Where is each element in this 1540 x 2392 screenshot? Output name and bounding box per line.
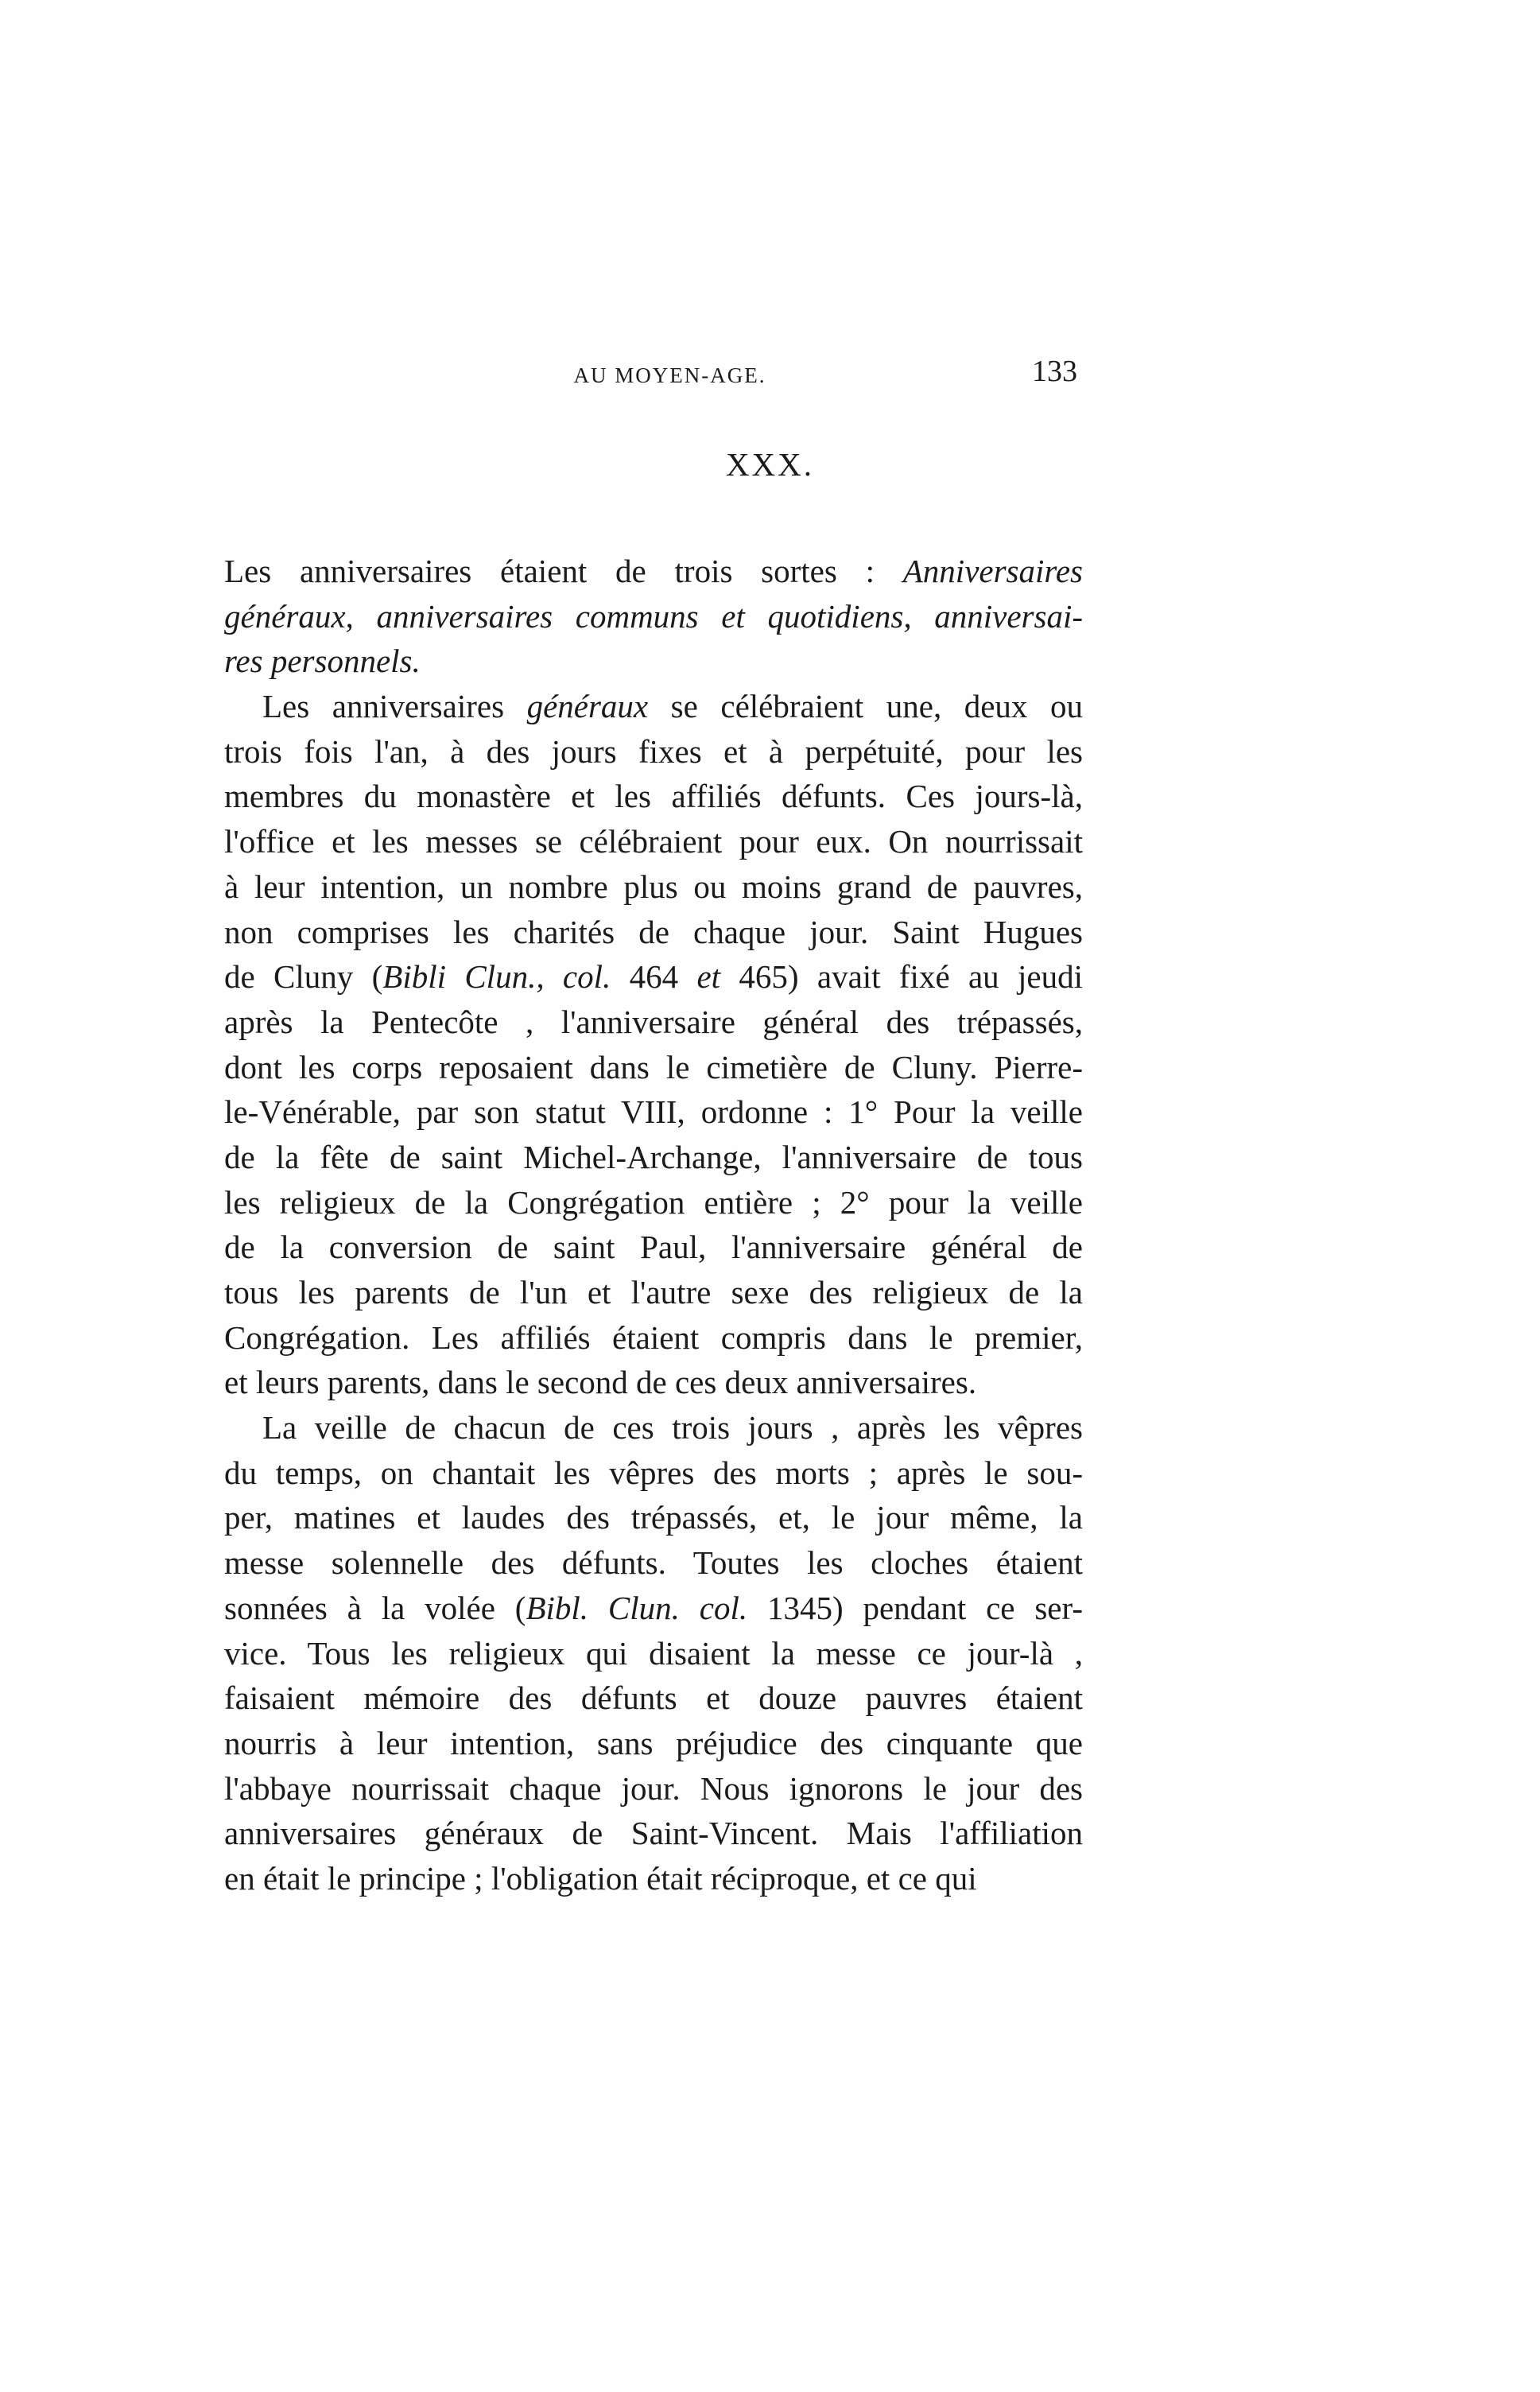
text-line <box>224 1225 1083 1270</box>
text-line <box>224 954 1083 1000</box>
text-line <box>224 1766 1083 1811</box>
text-run: membres du monastère et les affiliés défunts. Ces jours-là, <box>224 778 1083 815</box>
text-run: vice. Tous les religieux qui disaient la messe ce jour-là , <box>224 1634 1083 1672</box>
text-run: de la conversion de saint Paul, l'anniversaire général de <box>224 1229 1083 1266</box>
text-line <box>224 639 1083 684</box>
italic-run: Anniversaires <box>902 553 1083 589</box>
text-run: de Cluny ( <box>224 958 383 996</box>
page-number: 133 <box>1032 355 1077 388</box>
text-run: en était le principe ; l'obligation était réciproque, et ce qui <box>224 1859 977 1897</box>
text-run: les religieux de la Congrégation entière ; 2° pour la veille <box>224 1183 1083 1221</box>
italic-run: Bibli Clun., col. <box>382 958 611 996</box>
text-line <box>224 1405 1083 1450</box>
text-line <box>224 774 1083 819</box>
text-run: Les anniversaires <box>262 688 527 725</box>
text-line <box>224 1045 1083 1090</box>
text-line <box>224 1135 1083 1180</box>
text-line <box>224 1315 1083 1361</box>
text-line <box>224 910 1083 955</box>
text-line <box>224 1856 1083 1901</box>
text-run: anniversaires généraux de Saint-Vincent. Mais l'affiliation <box>224 1815 1083 1852</box>
text-line <box>224 1540 1083 1586</box>
text-run: l'office et les messes se célébraient pour eux. On nourrissait <box>224 823 1083 860</box>
text-run: sonnées à la volée ( <box>224 1589 526 1626</box>
text-line <box>224 819 1083 864</box>
text-line <box>224 1270 1083 1315</box>
text-run: du temps, on chantait les vêpres des morts ; après le sou- <box>224 1454 1083 1491</box>
text-line <box>224 1180 1083 1225</box>
text-line <box>224 729 1083 775</box>
italic-run: res personnels. <box>224 643 421 680</box>
text-line <box>224 1000 1083 1045</box>
text-line <box>224 1811 1083 1856</box>
text-line <box>224 684 1083 729</box>
text-run: et leurs parents, dans le second de ces deux anniversaires. <box>224 1364 977 1401</box>
text-line <box>224 1676 1083 1721</box>
text-run: Congrégation. Les affiliés étaient compris dans le premier, <box>224 1318 1083 1356</box>
text-run: 464 <box>611 958 697 996</box>
text-line <box>224 864 1083 910</box>
italic-run: généraux, anniversaires communs et quotidiens, anniversai- <box>224 597 1083 635</box>
chapter-heading: XXX. <box>725 446 815 483</box>
italic-run: généraux <box>526 688 649 725</box>
italic-run: et <box>696 958 721 996</box>
text-run: trois fois l'an, à des jours fixes et à perpétuité, pour les <box>224 732 1083 770</box>
text-line <box>224 1586 1083 1631</box>
text-line <box>224 1631 1083 1676</box>
text-run: nourris à leur intention, sans préjudice des cinquante que <box>224 1724 1083 1761</box>
text-run: non comprises les charités de chaque jour. Saint Hugues <box>224 913 1083 950</box>
text-run: de la fête de saint Michel-Archange, l'anniversaire de tous <box>224 1138 1083 1175</box>
text-run: Les anniversaires étaient de trois sortes : <box>224 553 903 589</box>
text-run: La veille de chacun de ces trois jours , après les vêpres <box>262 1409 1083 1446</box>
text-line <box>224 549 1083 594</box>
body-text <box>224 549 1083 1901</box>
text-run: à leur intention, un nombre plus ou moins grand de pauvres, <box>224 868 1083 905</box>
text-line <box>224 1360 1083 1405</box>
running-head <box>254 354 1085 394</box>
text-run: dont les corps reposaient dans le cimetière de Cluny. Pierre- <box>224 1048 1083 1085</box>
text-run: se célébraient une, deux ou <box>648 688 1083 725</box>
text-run: 465) avait fixé au jeudi <box>720 958 1084 996</box>
text-line <box>224 1450 1083 1496</box>
italic-run: Bibl. Clun. col. <box>526 1589 748 1626</box>
text-line <box>224 1721 1083 1766</box>
text-run: après la Pentecôte , l'anniversaire général des trépassés, <box>224 1003 1083 1040</box>
text-run: per, matines et laudes des trépassés, et, le jour même, la <box>224 1499 1083 1536</box>
text-run: le-Vénérable, par son statut VIII, ordonne : 1° Pour la veille <box>224 1093 1083 1131</box>
text-run: faisaient mémoire des défunts et douze pauvres étaient <box>224 1679 1083 1717</box>
running-title: AU MOYEN-AGE. <box>573 363 766 387</box>
text-run: 1345) pendant ce ser- <box>747 1589 1083 1626</box>
text-run: l'abbaye nourrissait chaque jour. Nous ignorons le jour des <box>224 1769 1083 1807</box>
text-run: messe solennelle des défunts. Toutes les cloches étaient <box>224 1544 1083 1582</box>
text-run: tous les parents de l'un et l'autre sexe des religieux de la <box>224 1274 1083 1311</box>
text-line <box>224 1089 1083 1135</box>
text-line <box>224 594 1083 639</box>
text-line <box>224 1495 1083 1540</box>
